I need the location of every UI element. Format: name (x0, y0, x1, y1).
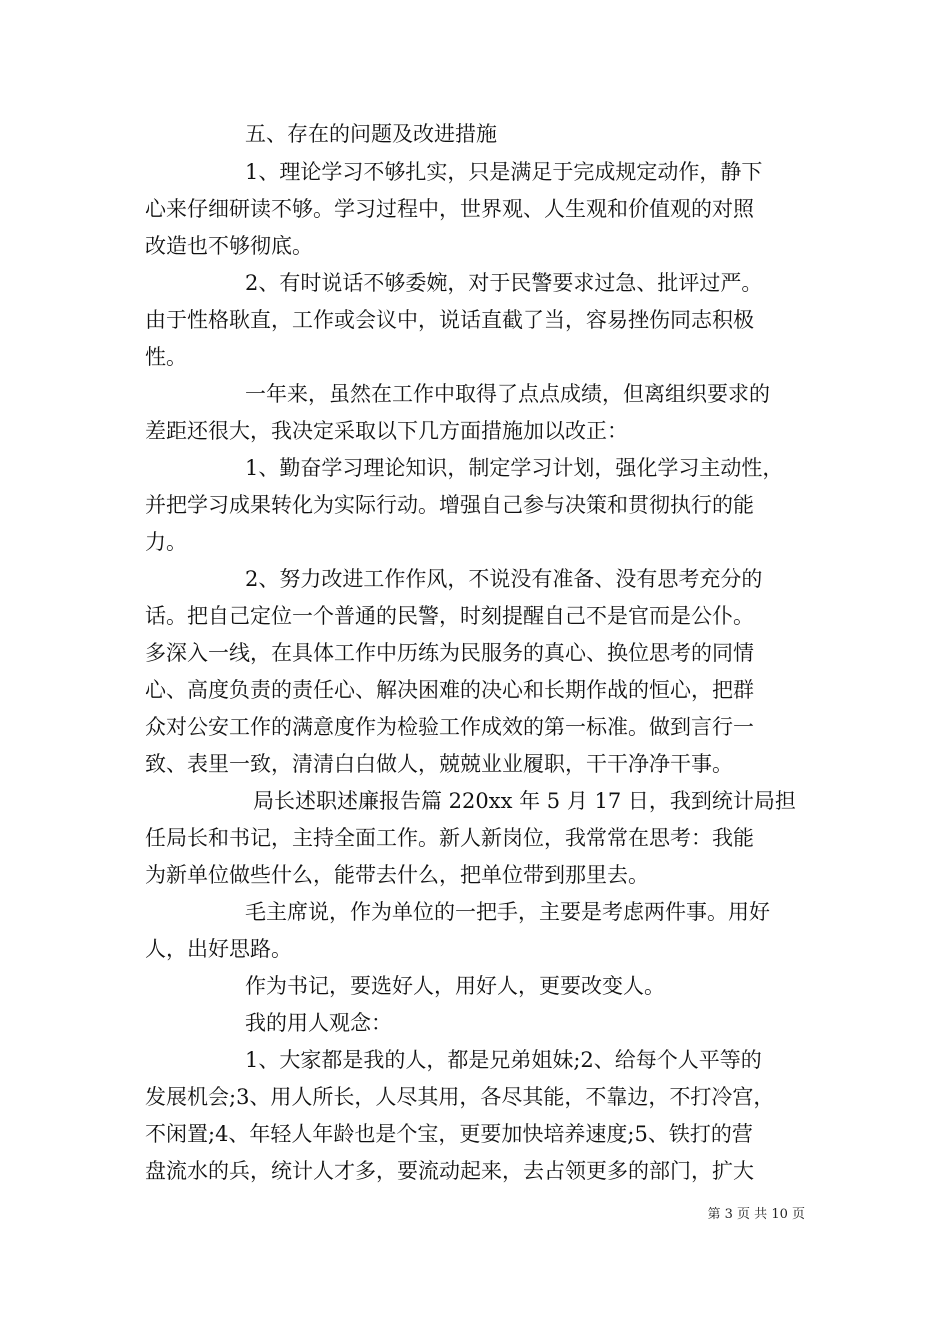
paragraph-line: 心来仔细研读不够。学习过程中，世界观、人生观和价值观的对照 (145, 197, 754, 221)
paragraph-line: 任局长和书记，主持全面工作。新人新岗位，我常常在思考：我能 (145, 826, 754, 850)
paragraph-line: 盘流水的兵，统计人才多，要流动起来，去占领更多的部门，扩大 (145, 1159, 754, 1183)
paragraph-line: 一年来，虽然在工作中取得了点点成绩，但离组织要求的 (245, 382, 770, 406)
paragraph-line: 发展机会;3、用人所长，人尽其用，各尽其能，不靠边，不打冷宫， (145, 1085, 775, 1109)
paragraph-line: 多深入一线，在具体工作中历练为民服务的真心、换位思考的同情 (145, 641, 754, 665)
paragraph-line: 性。 (145, 345, 187, 369)
paragraph-line: 我的用人观念： (245, 1011, 392, 1035)
paragraph-line: 话。把自己定位一个普通的民警，时刻提醒自己不是官而是公仆。 (145, 604, 754, 628)
paragraph-line: 2、努力改进工作作风，不说没有准备、没有思考充分的 (245, 567, 763, 591)
paragraph-line: 差距还很大，我决定采取以下几方面措施加以改正： (145, 419, 628, 443)
page-number-footer: 第 3 页 共 10 页 (707, 1207, 805, 1222)
section-heading: 五、存在的问题及改进措施 (245, 122, 497, 146)
paragraph-line: 为新单位做些什么，能带去什么，把单位带到那里去。 (145, 863, 649, 887)
paragraph-line: 人，出好思路。 (145, 937, 292, 961)
paragraph-line: 1、大家都是我的人，都是兄弟姐妹;2、给每个人平等的 (245, 1048, 762, 1072)
paragraph-line: 不闲置;4、年轻人年龄也是个宝，更要加快培养速度;5、铁打的营 (145, 1122, 753, 1146)
paragraph-line: 众对公安工作的满意度作为检验工作成效的第一标准。做到言行一 (145, 715, 754, 739)
paragraph-line: 2、有时说话不够委婉，对于民警要求过急、批评过严。 (245, 271, 763, 295)
paragraph-line: 改造也不够彻底。 (145, 234, 313, 258)
paragraph-line: 局长述职述廉报告篇 220xx 年 5 月 17 日，我到统计局担 (253, 789, 796, 813)
paragraph-line: 1、勤奋学习理论知识，制定学习计划，强化学习主动性， (245, 456, 784, 480)
paragraph-line: 心、高度负责的责任心、解决困难的决心和长期作战的恒心，把群 (145, 678, 754, 702)
document-body (145, 114, 805, 1190)
paragraph-line: 并把学习成果转化为实际行动。增强自己参与决策和贯彻执行的能 (145, 493, 754, 517)
paragraph-line: 由于性格耿直，工作或会议中，说话直截了当，容易挫伤同志积极 (145, 308, 754, 332)
paragraph-line: 1、理论学习不够扎实，只是满足于完成规定动作，静下 (245, 160, 763, 184)
paragraph-line: 毛主席说，作为单位的一把手，主要是考虑两件事。用好 (245, 900, 770, 924)
paragraph-line: 力。 (145, 530, 187, 554)
paragraph-line: 致、表里一致，清清白白做人，兢兢业业履职，干干净净干事。 (145, 752, 733, 776)
paragraph-line: 作为书记，要选好人，用好人，更要改变人。 (245, 974, 665, 998)
